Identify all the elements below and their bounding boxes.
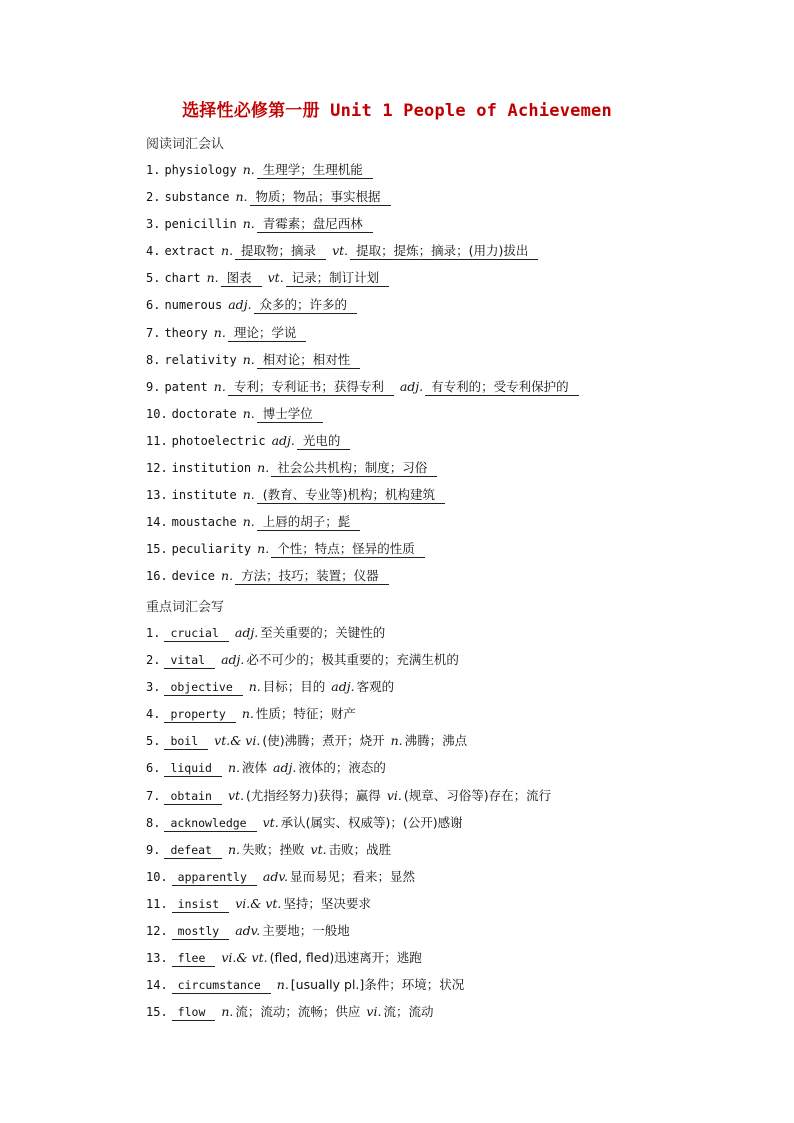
english-word: peculiarity bbox=[171, 542, 252, 557]
meaning-answer-blank: 有专利的；受专利保护的 bbox=[425, 379, 579, 396]
part-of-speech: vt. bbox=[227, 787, 245, 803]
part-of-speech: n. bbox=[257, 460, 270, 476]
part-of-speech: adj. bbox=[228, 297, 252, 313]
meaning-answer-blank: 众多的；许多的 bbox=[254, 297, 358, 314]
part-of-speech: n. bbox=[257, 541, 270, 557]
part-of-speech: n. bbox=[248, 679, 261, 695]
meaning-answer-blank: 青霉素；盘尼西林 bbox=[257, 216, 373, 233]
vocab-row bbox=[146, 917, 766, 944]
part-of-speech: adj. bbox=[399, 378, 424, 394]
item-number: 2. bbox=[146, 190, 161, 205]
chinese-meaning: 液体 bbox=[242, 760, 268, 776]
chinese-meaning: (尤指经努力)获得；赢得 bbox=[246, 787, 381, 803]
english-word: substance bbox=[164, 190, 230, 205]
vocab-row bbox=[146, 562, 766, 589]
item-number: 4. bbox=[146, 244, 161, 259]
part-of-speech: n. bbox=[213, 324, 226, 340]
english-word: penicillin bbox=[164, 217, 237, 232]
part-of-speech: n. bbox=[221, 568, 234, 584]
english-word: physiology bbox=[164, 163, 237, 177]
chinese-meaning: 至关重要的；关键性的 bbox=[260, 625, 386, 640]
word-answer-blank: apparently bbox=[172, 869, 257, 886]
item-number: 15. bbox=[146, 1005, 168, 1020]
part-of-speech: n. bbox=[242, 514, 255, 530]
vocab-row bbox=[146, 998, 766, 1025]
vocab-row bbox=[146, 346, 766, 373]
vocab-row bbox=[146, 237, 766, 264]
vocab-row bbox=[146, 508, 766, 535]
english-word: doctorate bbox=[171, 406, 237, 421]
meaning-answer-blank: 图表 bbox=[221, 270, 262, 287]
english-word: device bbox=[171, 569, 216, 584]
part-of-speech: vi.& vt. bbox=[235, 895, 282, 911]
part-of-speech: n. bbox=[241, 706, 254, 722]
item-number: 11. bbox=[146, 896, 168, 911]
part-of-speech: n. bbox=[227, 760, 241, 776]
chinese-meaning: 失败；挫败 bbox=[242, 841, 305, 857]
word-answer-blank: liquid bbox=[164, 760, 222, 777]
item-number: 1. bbox=[146, 626, 161, 640]
chinese-meaning: 主要地；一般地 bbox=[262, 923, 350, 939]
meaning-answer-blank: 相对论；相对性 bbox=[257, 352, 361, 369]
meaning-answer-blank: 上唇的胡子；髭 bbox=[257, 514, 361, 531]
part-of-speech: vt.& vi. bbox=[214, 733, 261, 749]
chinese-meaning: (使)沸腾；煮开；烧开 bbox=[262, 733, 385, 749]
chinese-meaning: 坚持；坚决要求 bbox=[283, 895, 371, 911]
part-of-speech: vt. bbox=[332, 243, 349, 259]
item-number: 2. bbox=[146, 653, 161, 668]
vocab-row bbox=[146, 863, 766, 890]
reading-vocab-heading: 阅读词汇会认 bbox=[146, 137, 225, 152]
vocab-row bbox=[146, 836, 766, 863]
word-answer-blank: crucial bbox=[164, 625, 228, 642]
vocab-row bbox=[146, 373, 766, 400]
item-number: 1. bbox=[146, 163, 161, 177]
chinese-meaning: 液体的；液态的 bbox=[298, 760, 386, 776]
vocab-row bbox=[146, 210, 766, 237]
part-of-speech: n. bbox=[242, 487, 255, 503]
part-of-speech: adj. bbox=[273, 760, 297, 776]
part-of-speech: n. bbox=[242, 405, 255, 421]
item-number: 15. bbox=[146, 542, 168, 557]
chinese-meaning: (规章、习俗等)存在；流行 bbox=[403, 787, 552, 803]
part-of-speech: n. bbox=[227, 841, 241, 857]
english-word: theory bbox=[164, 325, 208, 340]
vocab-row bbox=[146, 619, 766, 646]
item-number: 16. bbox=[146, 569, 168, 584]
vocab-row bbox=[146, 782, 766, 809]
part-of-speech: vi.& vt. bbox=[221, 950, 268, 966]
part-of-speech: adj. bbox=[234, 625, 259, 640]
item-number: 6. bbox=[146, 761, 161, 776]
item-number: 11. bbox=[146, 433, 168, 448]
chinese-meaning: 目标；目的 bbox=[262, 679, 326, 695]
part-of-speech: adv. bbox=[262, 868, 288, 884]
chinese-meaning: [usually pl.]条件；环境；状况 bbox=[290, 977, 465, 993]
item-number: 8. bbox=[146, 815, 161, 830]
page-title: 选择性必修第一册 Unit 1 People of Achievemen bbox=[182, 101, 612, 121]
chinese-meaning: 承认(属实、权威等)；(公开)感谢 bbox=[280, 814, 463, 830]
word-answer-blank: boil bbox=[164, 733, 208, 750]
part-of-speech: vt. bbox=[262, 814, 279, 830]
meaning-answer-blank: 记录；制订计划 bbox=[286, 270, 390, 287]
word-answer-blank: property bbox=[164, 706, 235, 723]
chinese-meaning: 客观的 bbox=[356, 679, 395, 695]
item-number: 12. bbox=[146, 924, 168, 939]
chinese-meaning: 沸腾；沸点 bbox=[404, 733, 468, 749]
vocab-row bbox=[146, 264, 766, 291]
chinese-meaning: 流；流动 bbox=[383, 1004, 434, 1020]
part-of-speech: adj. bbox=[221, 652, 245, 668]
item-number: 7. bbox=[146, 788, 161, 803]
item-number: 3. bbox=[146, 680, 161, 695]
item-number: 5. bbox=[146, 734, 161, 749]
meaning-answer-blank: 个性；特点；怪异的性质 bbox=[271, 541, 425, 558]
part-of-speech: n. bbox=[276, 977, 289, 993]
part-of-speech: n. bbox=[206, 270, 219, 286]
meaning-answer-blank: 物质；物品；事实根据 bbox=[250, 189, 391, 206]
english-word: numerous bbox=[164, 298, 223, 313]
vocab-row bbox=[146, 183, 766, 210]
english-word: chart bbox=[164, 271, 201, 286]
vocab-row bbox=[146, 646, 766, 673]
english-word: moustache bbox=[171, 515, 237, 530]
chinese-meaning: (fled, fled)迅速离开；逃跑 bbox=[269, 950, 422, 966]
item-number: 9. bbox=[146, 379, 161, 394]
part-of-speech: n. bbox=[242, 162, 255, 177]
meaning-answer-blank: 专利；专利证书；获得专利 bbox=[228, 379, 394, 396]
vocab-row bbox=[146, 291, 766, 318]
english-word: institute bbox=[171, 488, 237, 503]
writing-vocab-list bbox=[146, 619, 766, 1025]
vocab-row bbox=[146, 890, 766, 917]
part-of-speech: n. bbox=[390, 733, 403, 749]
word-answer-blank: vital bbox=[164, 652, 215, 669]
item-number: 13. bbox=[146, 488, 168, 503]
word-answer-blank: circumstance bbox=[172, 977, 271, 994]
meaning-answer-blank: 博士学位 bbox=[257, 406, 323, 423]
word-answer-blank: flee bbox=[172, 950, 216, 967]
vocab-row bbox=[146, 156, 766, 183]
part-of-speech: n. bbox=[242, 351, 255, 367]
item-number: 13. bbox=[146, 951, 168, 966]
part-of-speech: n. bbox=[235, 189, 248, 205]
part-of-speech: vi. bbox=[366, 1004, 382, 1020]
vocab-row bbox=[146, 944, 766, 971]
part-of-speech: vi. bbox=[386, 787, 402, 803]
item-number: 7. bbox=[146, 325, 161, 340]
part-of-speech: vt. bbox=[267, 270, 284, 286]
word-answer-blank: defeat bbox=[164, 842, 222, 859]
word-answer-blank: obtain bbox=[164, 788, 222, 805]
writing-vocab-heading: 重点词汇会写 bbox=[146, 600, 225, 615]
item-number: 10. bbox=[146, 869, 168, 884]
item-number: 14. bbox=[146, 978, 168, 993]
vocab-row bbox=[146, 727, 766, 754]
item-number: 6. bbox=[146, 298, 161, 313]
word-answer-blank: acknowledge bbox=[164, 815, 256, 832]
part-of-speech: adv. bbox=[235, 923, 261, 939]
meaning-answer-blank: 提取物；摘录 bbox=[235, 243, 326, 260]
vocab-row bbox=[146, 809, 766, 836]
vocab-row bbox=[146, 754, 766, 781]
part-of-speech: vt. bbox=[310, 841, 327, 857]
vocab-row bbox=[146, 673, 766, 700]
chinese-meaning: 必不可少的；极其重要的；充满生机的 bbox=[246, 652, 459, 668]
word-answer-blank: mostly bbox=[172, 923, 230, 940]
item-number: 10. bbox=[146, 406, 168, 421]
meaning-answer-blank: 提取；提炼；摘录；(用力)拔出 bbox=[350, 243, 538, 260]
chinese-meaning: 击败；战胜 bbox=[328, 841, 392, 857]
item-number: 3. bbox=[146, 217, 161, 232]
item-number: 14. bbox=[146, 515, 168, 530]
part-of-speech: n. bbox=[213, 378, 226, 394]
vocab-row bbox=[146, 481, 766, 508]
item-number: 9. bbox=[146, 842, 161, 857]
vocab-row bbox=[146, 700, 766, 727]
reading-vocab-list bbox=[146, 156, 766, 590]
item-number: 12. bbox=[146, 461, 168, 476]
word-answer-blank: objective bbox=[164, 679, 242, 696]
chinese-meaning: 流；流动；流畅；供应 bbox=[235, 1004, 361, 1020]
vocab-row bbox=[146, 971, 766, 998]
english-word: extract bbox=[164, 244, 216, 259]
english-word: institution bbox=[171, 461, 252, 476]
english-word: relativity bbox=[164, 352, 237, 367]
part-of-speech: adj. bbox=[331, 679, 355, 695]
meaning-answer-blank: 理论；学说 bbox=[228, 325, 307, 342]
part-of-speech: adj. bbox=[271, 432, 295, 448]
word-answer-blank: insist bbox=[172, 896, 230, 913]
meaning-answer-blank: 社会公共机构；制度；习俗 bbox=[271, 460, 437, 477]
vocab-row bbox=[146, 427, 766, 454]
chinese-meaning: 显而易见；看来；显然 bbox=[289, 868, 415, 884]
item-number: 5. bbox=[146, 271, 161, 286]
item-number: 8. bbox=[146, 352, 161, 367]
meaning-answer-blank: 方法；技巧；装置；仪器 bbox=[235, 568, 389, 585]
chinese-meaning: 性质；特征；财产 bbox=[255, 706, 356, 722]
meaning-answer-blank: 生理学；生理机能 bbox=[257, 162, 373, 179]
english-word: patent bbox=[164, 379, 208, 394]
part-of-speech: n. bbox=[221, 1004, 234, 1020]
word-answer-blank: flow bbox=[172, 1004, 216, 1021]
meaning-answer-blank: 光电的 bbox=[297, 433, 351, 450]
part-of-speech: n. bbox=[221, 243, 234, 259]
vocab-row bbox=[146, 319, 766, 346]
meaning-answer-blank: (教育、专业等)机构；机构建筑 bbox=[257, 487, 445, 504]
vocab-row bbox=[146, 454, 766, 481]
vocab-row bbox=[146, 535, 766, 562]
item-number: 4. bbox=[146, 707, 161, 722]
vocab-row bbox=[146, 400, 766, 427]
part-of-speech: n. bbox=[242, 216, 255, 232]
english-word: photoelectric bbox=[171, 433, 266, 448]
